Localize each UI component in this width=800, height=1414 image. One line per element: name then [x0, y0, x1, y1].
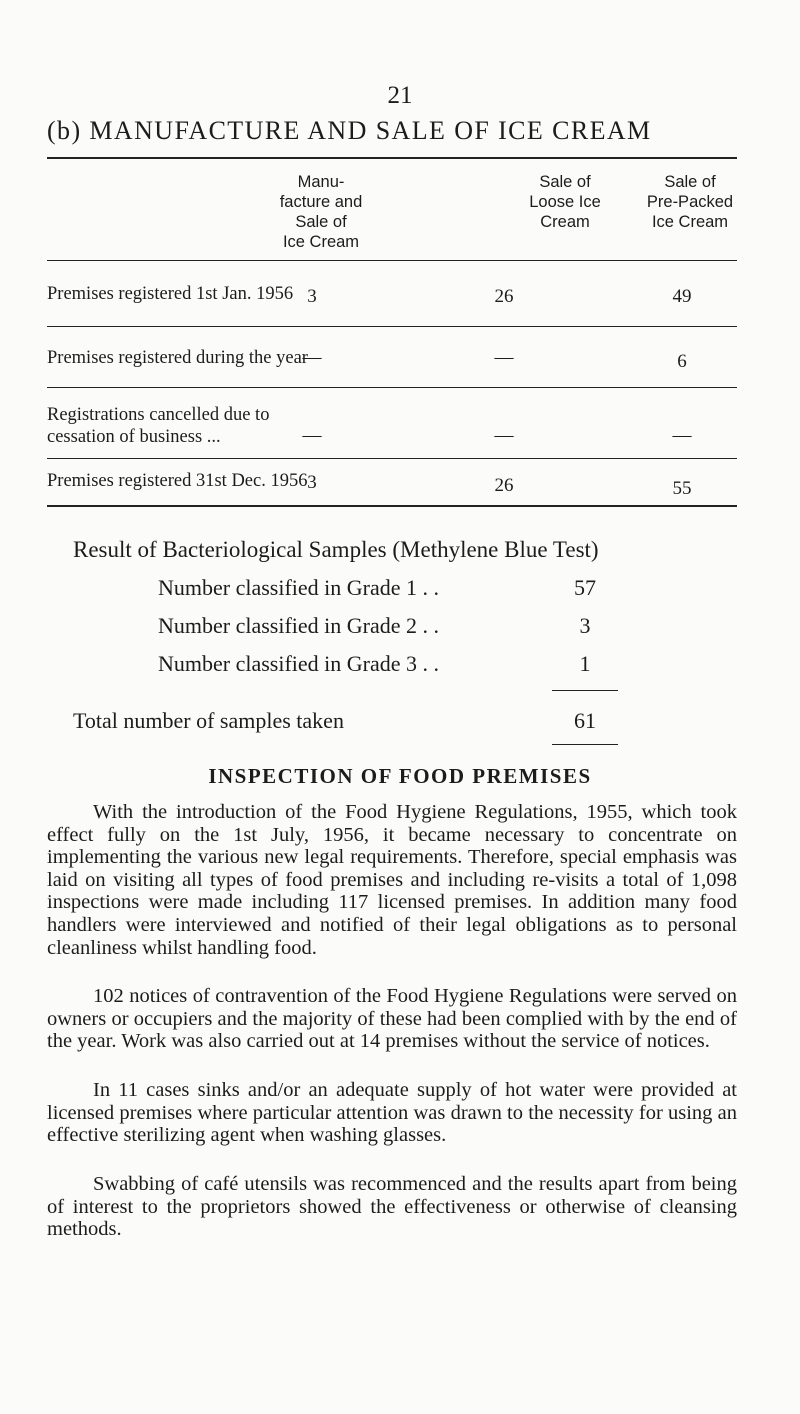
grade-value: 1 — [579, 651, 591, 676]
row-label-line: cessation of business ... — [47, 427, 221, 447]
table-cell: — — [302, 425, 322, 446]
row-rule — [47, 458, 737, 459]
row-rule — [47, 326, 737, 327]
total-value: 61 — [574, 708, 596, 733]
paragraph: With the introduction of the Food Hygiene Regulations, 1955, which took effect fully on the 1st July, 1956, it became necessary to concentrate on implementing the various new legal requirements. Therefore, special emphasis was laid on visiting all types of food premises and including re-visits a total of 1,098 inspections were made including 117 licensed premises. In addition many food handlers were interviewed and notified of their legal obligations as to personal cleanliness whilst handling food. — [47, 801, 737, 959]
paragraph: Swabbing of café utensils was recommenced and the results apart from being of interest to the proprietors showed the effectiveness or otherwise of cleansing methods. — [47, 1173, 737, 1241]
row-label-line: Registrations cancelled due to — [47, 405, 270, 425]
column-header-manufacture — [261, 172, 381, 252]
table-row-label — [47, 404, 269, 448]
header-line: Manu- — [297, 173, 345, 191]
table-cell: — — [494, 425, 514, 446]
header-line: Ice Cream — [651, 213, 729, 231]
inspection-title: INSPECTION OF FOOD PREMISES — [208, 764, 592, 788]
grade-value: 3 — [579, 613, 591, 638]
row-rule — [47, 387, 737, 388]
table-cell: 49 — [672, 286, 692, 307]
table-cell: 55 — [672, 478, 692, 499]
header-line: Sale of — [295, 213, 347, 231]
table-cell: 6 — [677, 351, 687, 372]
grade-label: Number classified in Grade 1 . . — [158, 575, 440, 600]
results-title: Result of Bacteriological Samples (Methylene Blue Test) — [73, 537, 599, 562]
header-line: Loose Ice — [529, 193, 601, 211]
header-line: Ice Cream — [282, 233, 360, 251]
column-header-prepacked — [620, 172, 760, 232]
grade-label: Number classified in Grade 2 . . — [158, 613, 440, 638]
table-row-label: Premises registered during the year — [47, 348, 308, 368]
total-rule — [552, 690, 618, 691]
title-underline — [47, 157, 737, 159]
table-row-label: Premises registered 31st Dec. 1956 — [47, 471, 308, 491]
paragraph: 102 notices of contravention of the Food Hygiene Regulations were served on owners or occupiers and the majority of these had been complied with by the end of the year. Work was also carried out at 14 premises without the service of notices. — [47, 985, 737, 1053]
header-line: Sale of — [664, 173, 716, 191]
table-row-label: Premises registered 1st Jan. 1956 — [47, 284, 294, 304]
grade-label: Number classified in Grade 3 . . — [158, 651, 440, 676]
header-line: Cream — [540, 213, 590, 231]
total-label: Total number of samples taken — [73, 708, 344, 733]
table-cell: 26 — [494, 475, 514, 496]
header-line: Sale of — [539, 173, 591, 191]
column-header-loose — [505, 172, 625, 232]
table-cell: — — [672, 425, 692, 446]
table-cell: 3 — [307, 286, 317, 307]
paragraph: In 11 cases sinks and/or an adequate supply of hot water were provided at licensed premises where particular attention was drawn to the necessity for using an effective sterilizing agent when washing glasses. — [47, 1079, 737, 1147]
header-line: facture and — [279, 193, 363, 211]
table-cell: — — [302, 347, 322, 368]
section-title: (b) MANUFACTURE AND SALE OF ICE CREAM — [47, 116, 652, 145]
table-cell: — — [494, 347, 514, 368]
page-number: 21 — [387, 82, 413, 109]
table-cell: 26 — [494, 286, 514, 307]
table-cell: 3 — [307, 472, 317, 493]
total-underline — [552, 744, 618, 745]
header-line: Pre-Packed — [646, 193, 734, 211]
header-rule — [47, 260, 737, 261]
table-bottom-rule — [47, 505, 737, 507]
grade-value: 57 — [574, 575, 596, 600]
